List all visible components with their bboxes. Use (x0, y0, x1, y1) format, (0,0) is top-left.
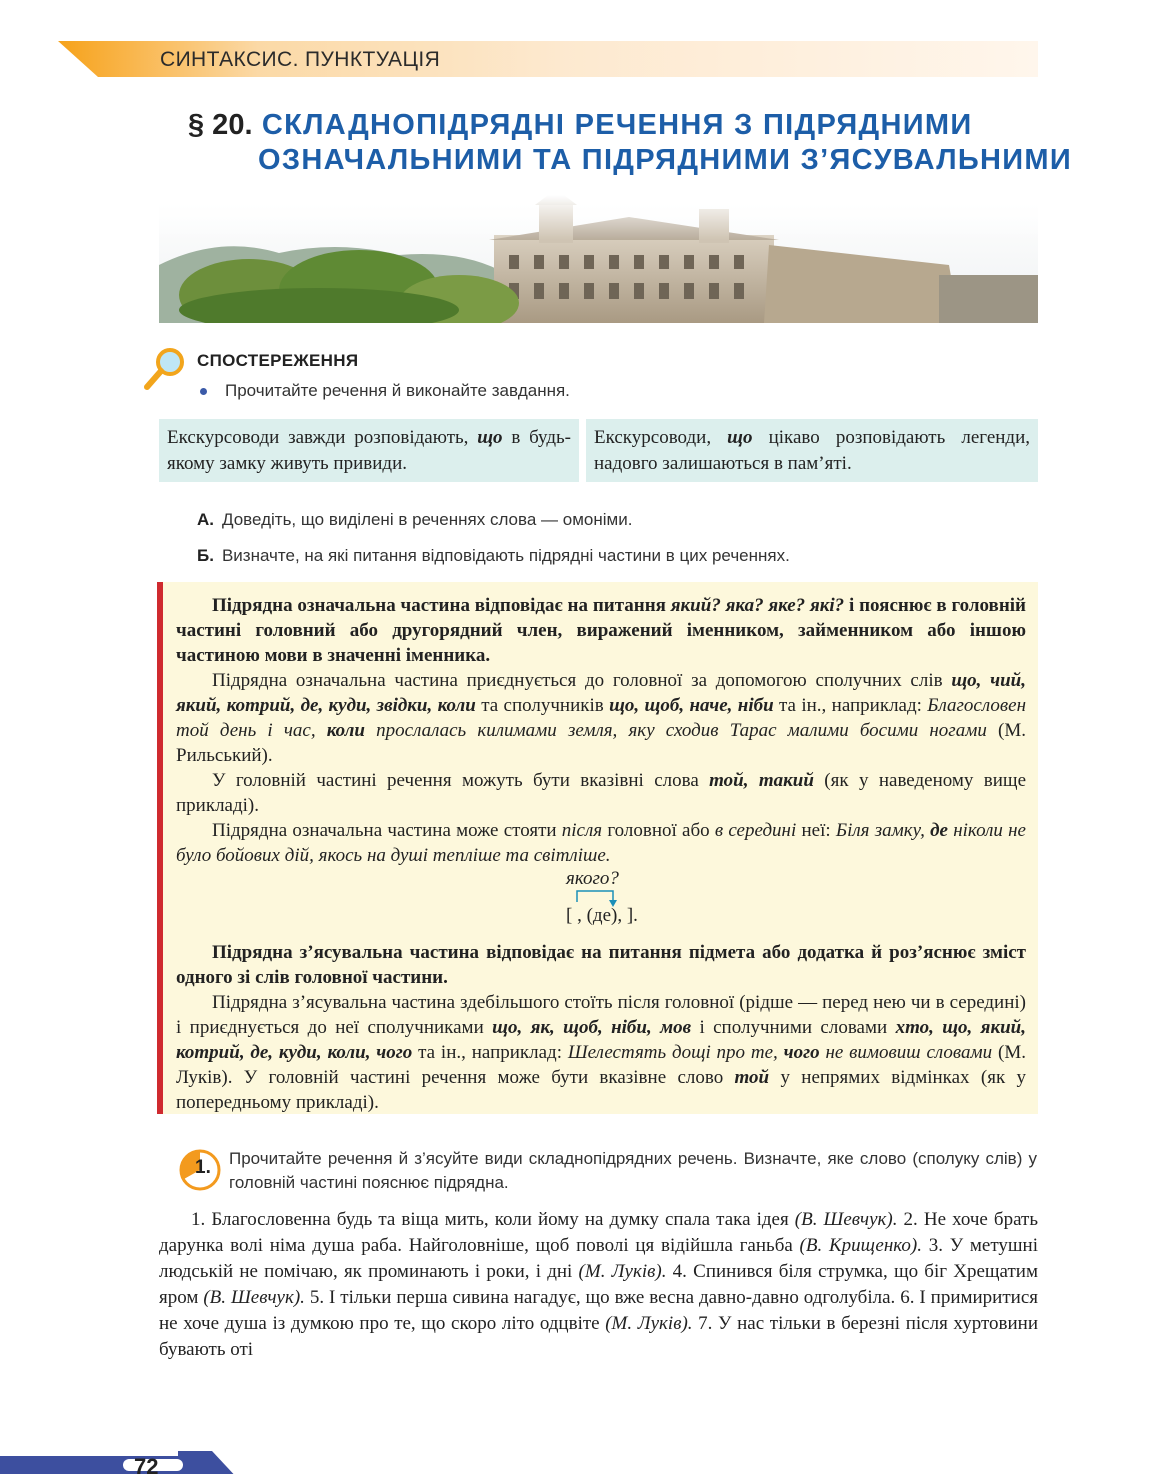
rule-text-run: Підрядна означальна частина відповідає на питання (212, 595, 671, 616)
task-a-label: А. (197, 510, 214, 529)
rule-text-run: у непрямих відмінках (як у попередньому прикладі). (176, 1067, 1026, 1113)
rule-text (176, 593, 1026, 1115)
task-a (197, 510, 632, 530)
rule-text-run: неї: (796, 820, 836, 841)
exercise-author: (В. Шевчук). (794, 1209, 898, 1230)
section-header-title: СИНТАКСИС. ПУНКТУАЦІЯ (160, 48, 441, 71)
sentence-scheme (560, 868, 680, 932)
rule-text-run: та сполучників (475, 695, 610, 716)
rule-keywords: що, чий, який, котрий, де, куди, звідки, коли (176, 670, 1026, 716)
rule-example: прослалась килимами земля, яку сходив Тарас малими босими ногами (365, 720, 987, 741)
task-b-text: Визначте, на які питання відповідають підрядні частини в цих реченнях. (221, 546, 790, 565)
rule-text-run: Підрядна означальна частина приєднується до головної за допомогою сполучних слів (212, 670, 952, 691)
rule-text-run: У головній частині речення можуть бути вказівні слова (212, 770, 710, 791)
footer-arrow-icon (178, 1451, 240, 1474)
exercise-author: (В. Шевчук). (203, 1287, 305, 1308)
sentence-text: Екскурсоводи завжди розповідають, (167, 427, 478, 448)
sentence-text: в будь-якому замку живуть привиди. (167, 427, 571, 474)
sentence-text: Екскурсоводи, (594, 427, 728, 448)
rule-emphasis: в середині (714, 820, 797, 841)
exercise-sentences (159, 1207, 1038, 1363)
rule-keywords: хто, що, який, котрий, де, куди, коли, чого (176, 1017, 1026, 1063)
rule-example: Благословен той день і час, (176, 695, 1026, 741)
rule-text-run: і сполучними словами (691, 1017, 896, 1038)
page-number: 72 (134, 1454, 159, 1474)
observation-instruction-text: Прочитайте речення й виконайте завдання. (225, 381, 570, 400)
rule-keywords: де (930, 820, 948, 841)
highlighted-word: що (727, 427, 753, 448)
scheme-arrow-icon (560, 868, 680, 908)
rule-emphasis: після (561, 820, 603, 841)
exercise-text (159, 1207, 1038, 1363)
paragraph-title (188, 108, 1072, 178)
exercise-sentence: 7. У нас тільки в березні після хуртовини бувають оті (159, 1313, 1038, 1360)
paragraph-number: § 20. (188, 109, 253, 141)
observation-instruction (200, 381, 570, 401)
rule-paragraph-1 (176, 593, 1026, 668)
exercise-number: 1. (195, 1157, 211, 1178)
rule-text-run: (як у наведеному вище прикладі). (176, 770, 1027, 816)
exercise-sentence: 3. У метушні людській не помічаю, як проминають і роки, і дні (159, 1235, 1038, 1282)
rule-questions: який? яка? яке? які? (670, 595, 845, 616)
bullet-icon (200, 388, 207, 395)
exercise-number-badge (178, 1148, 222, 1192)
rule-text-run: і пояснює в головній частині головний або другорядний член, виражений іменником, займенником або іншою частиною мови в значенні іменника. (176, 595, 1026, 666)
rule-example: ніколи не було бойових дій, якось на душі тепліше та світліше. (176, 820, 1026, 866)
rule-paragraph-5: Підрядна з’ясувальна частина відповідає на питання підмета або додатка й роз’яснює зміст одного зі слів головної частини. (176, 942, 1026, 988)
exercise-sentence: 2. Не хоче брать дарунка волі німа душа раба. Найголовніше, щоб поволі ця відійшла ганьба (159, 1209, 1038, 1256)
rule-author: (М. Рильський). (176, 720, 1026, 766)
rule-text-run: головної або (602, 820, 715, 841)
exercise-author: (М. Луків). (578, 1261, 667, 1282)
paragraph-title-line2: ОЗНАЧАЛЬНИМИ ТА ПІДРЯДНИМИ З’ЯСУВАЛЬНИМИ (258, 144, 1072, 176)
exercise-author: (В. Крищенко). (799, 1235, 922, 1256)
sentence-text: цікаво розповідають легенди, надовго залишаються в пам’яті. (594, 427, 1031, 474)
rule-text-run: та ін., наприклад: (773, 695, 928, 716)
example-sentence-box-1 (159, 419, 579, 482)
rule-example: не вимовиш словами (819, 1042, 993, 1063)
rule-text-run: Підрядна з’ясувальна частина здебільшого стоїть після головної (рідше — перед нею чи в середині) і приєднується до неї сполучниками (176, 992, 1026, 1038)
scheme-formula: [ , (де), ]. (566, 905, 638, 926)
highlighted-word: що (477, 427, 503, 448)
rule-paragraph-2 (176, 668, 1026, 768)
example-sentence-box-2 (586, 419, 1038, 482)
rule-keywords: чого (783, 1042, 820, 1063)
rule-keywords: що, як, щоб, ніби, мов (492, 1017, 692, 1038)
exercise-task: Прочитайте речення й з’ясуйте види складнопідрядних речень. Визначте, яке слово (сполуку слів) у головній частині пояснює підрядна. (229, 1149, 1037, 1192)
rule-keywords: що, щоб, наче, ніби (609, 695, 774, 716)
task-b (197, 546, 790, 566)
castle-banner-image (159, 195, 1038, 323)
rule-keywords: той (734, 1067, 770, 1088)
rule-example: Біля замку, (835, 820, 931, 841)
scheme-question: якого? (566, 868, 619, 889)
exercise-sentence: 4. Спинився біля струмка, що біг Хрещатим яром (159, 1261, 1038, 1308)
rule-keywords: той, такий (709, 770, 814, 791)
rule-text-run: Підрядна означальна частина може стояти (212, 820, 562, 841)
exercise-sentence: 5. І тільки перша сивина нагадує, що вже весна давно-давно одголубіла. 6. І примиритися не хоче душа із думкою про те, що скоро літо одцвіте (159, 1287, 1038, 1334)
rule-paragraph-4 (176, 818, 1026, 868)
rule-example: Шелестять дощі про те, (567, 1042, 784, 1063)
paragraph-title-line1: СКЛАДНОПІДРЯДНІ РЕЧЕННЯ З ПІДРЯДНИМИ (261, 109, 973, 141)
rule-paragraph-3 (176, 768, 1026, 818)
observation-heading: СПОСТЕРЕЖЕННЯ (197, 351, 359, 370)
exercise-author: (М. Луків). (605, 1313, 693, 1334)
exercise-sentence: 1. Благословенна будь та віща мить, коли йому на думку спала така ідея (191, 1209, 795, 1230)
magnifier-icon (140, 345, 188, 393)
rule-text-run: та ін., наприклад: (412, 1042, 568, 1063)
rule-paragraph-6 (176, 990, 1026, 1115)
task-b-label: Б. (197, 546, 214, 565)
rule-keywords: коли (326, 720, 365, 741)
rule-text-run: (М. Луків). У головній частині речення може бути вказівне слово (176, 1042, 1026, 1088)
task-a-text: Доведіть, що виділені в реченнях слова — омоніми. (222, 510, 633, 529)
